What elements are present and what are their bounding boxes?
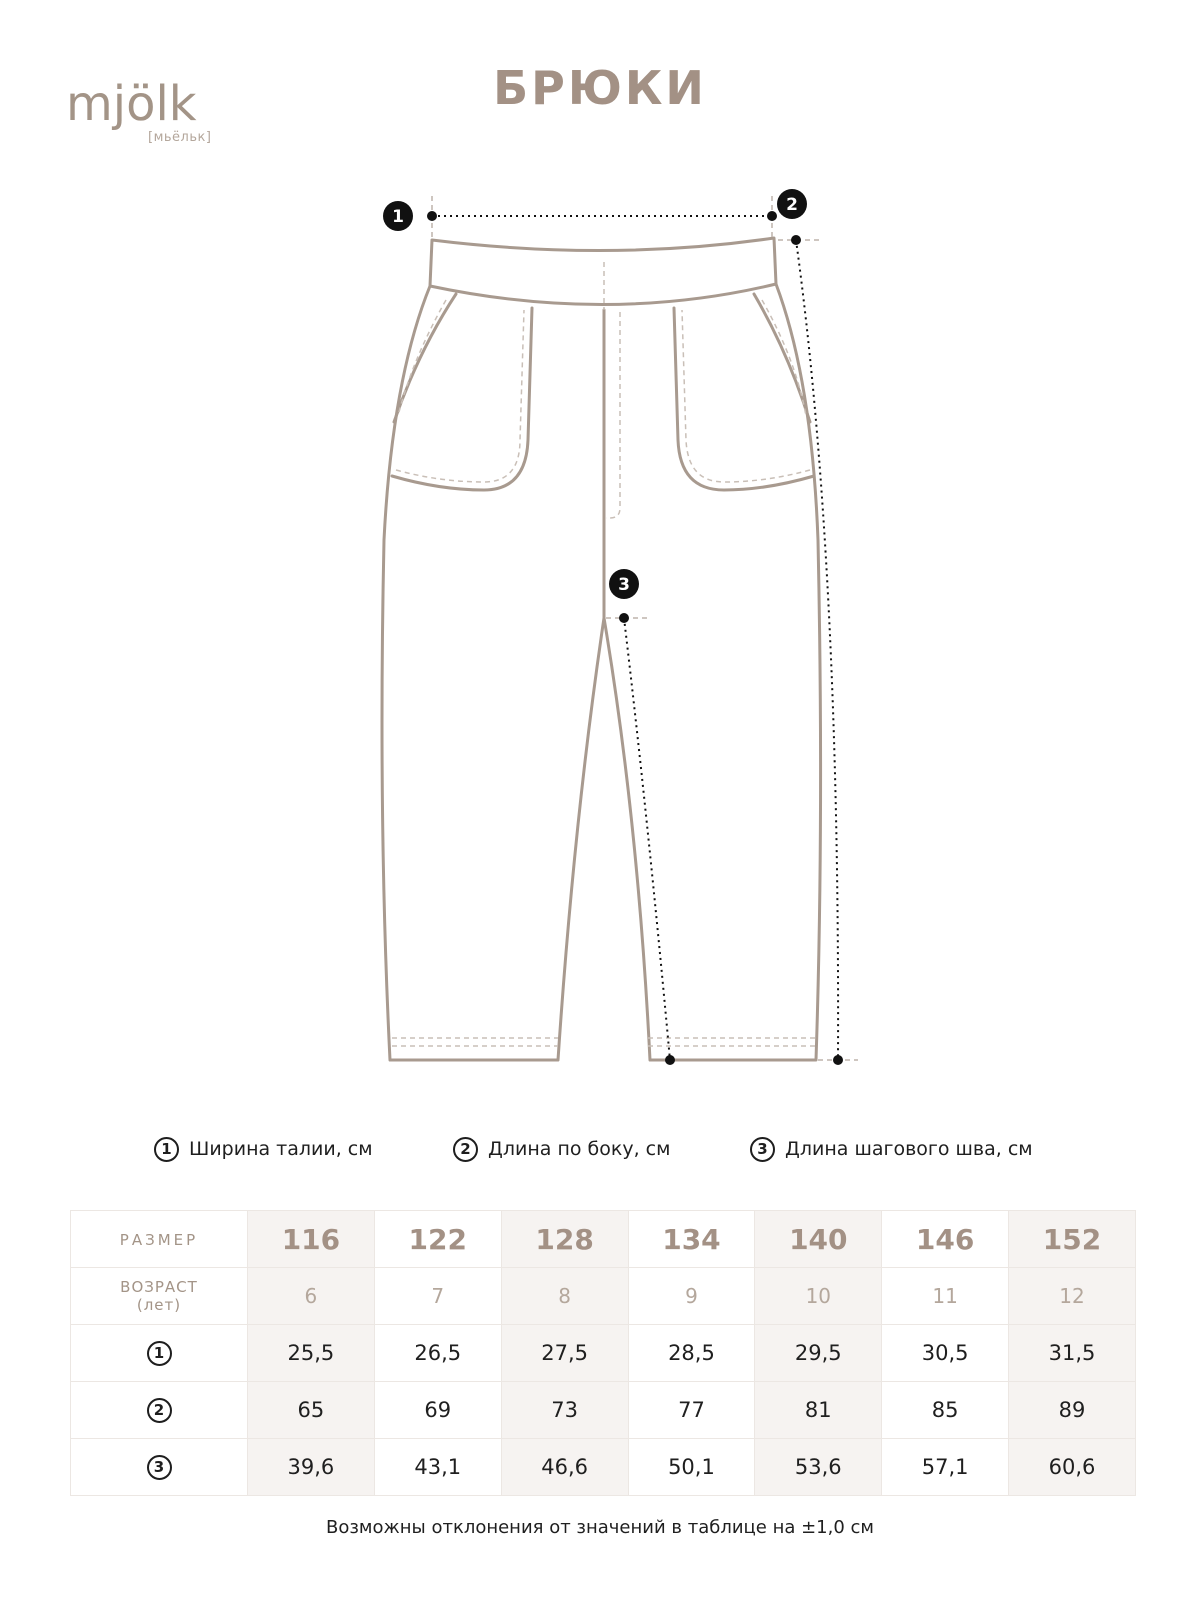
row-number-badge: 3	[147, 1455, 172, 1480]
measure-value: 26,5	[414, 1341, 462, 1365]
measure-cell	[248, 1382, 375, 1439]
measure-value: 89	[1058, 1398, 1086, 1422]
measure-cell	[248, 1439, 375, 1496]
size-cell	[501, 1211, 628, 1268]
measure-value: 85	[931, 1398, 959, 1422]
size-header-cell	[71, 1211, 248, 1268]
age-value: 7	[431, 1284, 445, 1308]
page-title: БРЮКИ	[493, 61, 707, 115]
inseam-dot-bottom	[665, 1055, 675, 1065]
measure-value: 69	[424, 1398, 452, 1422]
marker-1-label: 1	[392, 207, 404, 227]
marker-3	[609, 569, 639, 599]
size-cell	[755, 1211, 882, 1268]
age-cell	[501, 1268, 628, 1325]
brand-name: mjölk	[66, 76, 197, 132]
size-cell	[1009, 1211, 1136, 1268]
waistband	[430, 238, 776, 305]
measure-cell	[882, 1325, 1009, 1382]
age-header-label: ВОЗРАСТ	[120, 1278, 198, 1296]
measure-cell	[628, 1325, 755, 1382]
size-cell	[374, 1211, 501, 1268]
age-cell	[755, 1268, 882, 1325]
tolerance-footnote: Возможны отклонения от значений в таблице на ±1,0 см	[326, 1517, 874, 1538]
measure-value: 81	[804, 1398, 832, 1422]
measure-value: 53,6	[794, 1455, 842, 1479]
size-cell	[248, 1211, 375, 1268]
measure-value: 46,6	[541, 1455, 588, 1479]
age-value: 9	[685, 1284, 698, 1308]
age-cell	[882, 1268, 1009, 1325]
marker-3-label: 3	[618, 575, 630, 595]
measure-cell	[755, 1439, 882, 1496]
measure-cell	[248, 1325, 375, 1382]
age-cell	[628, 1268, 755, 1325]
legend-item-inseam	[750, 1132, 1033, 1166]
brand-subtitle: [мьёльк]	[148, 130, 212, 145]
measure-value: 31,5	[1048, 1341, 1096, 1365]
inseam-dot-top	[619, 613, 629, 623]
measure-value: 39,6	[287, 1455, 335, 1479]
age-cell	[374, 1268, 501, 1325]
measure-cell	[1009, 1325, 1136, 1382]
fly-stitch	[606, 312, 620, 518]
age-value: 10	[805, 1284, 832, 1308]
legend-item-waist	[154, 1132, 373, 1166]
age-value: 11	[932, 1284, 958, 1308]
size-cell	[628, 1211, 755, 1268]
row-number-badge: 1	[147, 1341, 172, 1366]
age-header-cell	[71, 1268, 248, 1325]
age-value: 12	[1059, 1284, 1085, 1308]
left-pocket-opening	[394, 294, 456, 422]
size-value: 122	[408, 1222, 467, 1256]
left-leg-outline	[382, 286, 604, 1060]
size-value: 134	[662, 1222, 721, 1256]
legend-label: Длина шагового шва, см	[785, 1138, 1033, 1160]
size-header-label: РАЗМЕР	[119, 1230, 199, 1249]
measure-value: 43,1	[414, 1455, 462, 1479]
table-row-side-length	[71, 1382, 1136, 1439]
measure-value: 29,5	[794, 1341, 842, 1365]
left-pocket-stitch-2	[396, 310, 524, 482]
measure-cell	[628, 1439, 755, 1496]
measure-header-cell	[71, 1325, 248, 1382]
measure-cell	[374, 1382, 501, 1439]
size-value: 152	[1042, 1222, 1102, 1256]
measure-cell	[755, 1325, 882, 1382]
measure-value: 30,5	[921, 1341, 969, 1365]
legend-label: Длина по боку, см	[488, 1138, 671, 1160]
age-header-unit: (лет)	[136, 1296, 182, 1314]
side-length-measure-line	[796, 240, 838, 1060]
measure-header-cell	[71, 1439, 248, 1496]
measure-cell	[501, 1382, 628, 1439]
size-value: 146	[915, 1222, 975, 1256]
waist-dot-left	[427, 211, 437, 221]
measure-cell	[374, 1325, 501, 1382]
measure-value: 27,5	[541, 1341, 588, 1365]
age-value: 6	[304, 1284, 318, 1308]
measure-value: 65	[297, 1398, 325, 1422]
size-value: 140	[789, 1222, 848, 1256]
measure-value: 57,1	[921, 1455, 969, 1479]
measure-value: 28,5	[668, 1341, 715, 1365]
measure-value: 77	[678, 1398, 705, 1422]
measure-cell	[501, 1439, 628, 1496]
right-pocket-opening	[754, 294, 810, 422]
marker-1	[383, 201, 413, 231]
measure-cell	[1009, 1382, 1136, 1439]
marker-2	[777, 189, 807, 219]
size-value: 128	[535, 1222, 594, 1256]
measure-cell	[882, 1382, 1009, 1439]
left-pocket-stitch-1	[398, 300, 446, 416]
marker-2-label: 2	[786, 195, 798, 215]
measure-cell	[882, 1439, 1009, 1496]
measure-value: 25,5	[287, 1341, 335, 1365]
legend-number-badge: 2	[453, 1137, 478, 1162]
measure-value: 50,1	[668, 1455, 715, 1479]
table-row-size	[71, 1211, 1136, 1268]
measurement-legend	[0, 1132, 1200, 1166]
table-row-inseam	[71, 1439, 1136, 1496]
legend-number-badge: 3	[750, 1137, 775, 1162]
right-leg-outline	[604, 284, 821, 1060]
size-value: 116	[281, 1222, 341, 1256]
age-value: 8	[558, 1284, 571, 1308]
measure-value: 73	[551, 1398, 578, 1422]
row-number-badge: 2	[147, 1398, 172, 1423]
side-dot-top	[791, 235, 801, 245]
legend-number-badge: 1	[154, 1137, 179, 1162]
side-dot-bottom	[833, 1055, 843, 1065]
size-table	[70, 1210, 1136, 1496]
legend-item-side-length	[453, 1132, 670, 1166]
measure-cell	[374, 1439, 501, 1496]
age-cell	[1009, 1268, 1136, 1325]
waist-dot-right	[767, 211, 777, 221]
table-row-waist	[71, 1325, 1136, 1382]
measure-header-cell	[71, 1382, 248, 1439]
measure-value: 60,6	[1048, 1455, 1096, 1479]
measure-cell	[501, 1325, 628, 1382]
age-cell	[248, 1268, 375, 1325]
size-cell	[882, 1211, 1009, 1268]
measure-cell	[1009, 1439, 1136, 1496]
table-row-age	[71, 1268, 1136, 1325]
legend-label: Ширина талии, см	[189, 1138, 373, 1160]
measure-cell	[755, 1382, 882, 1439]
measure-cell	[628, 1382, 755, 1439]
